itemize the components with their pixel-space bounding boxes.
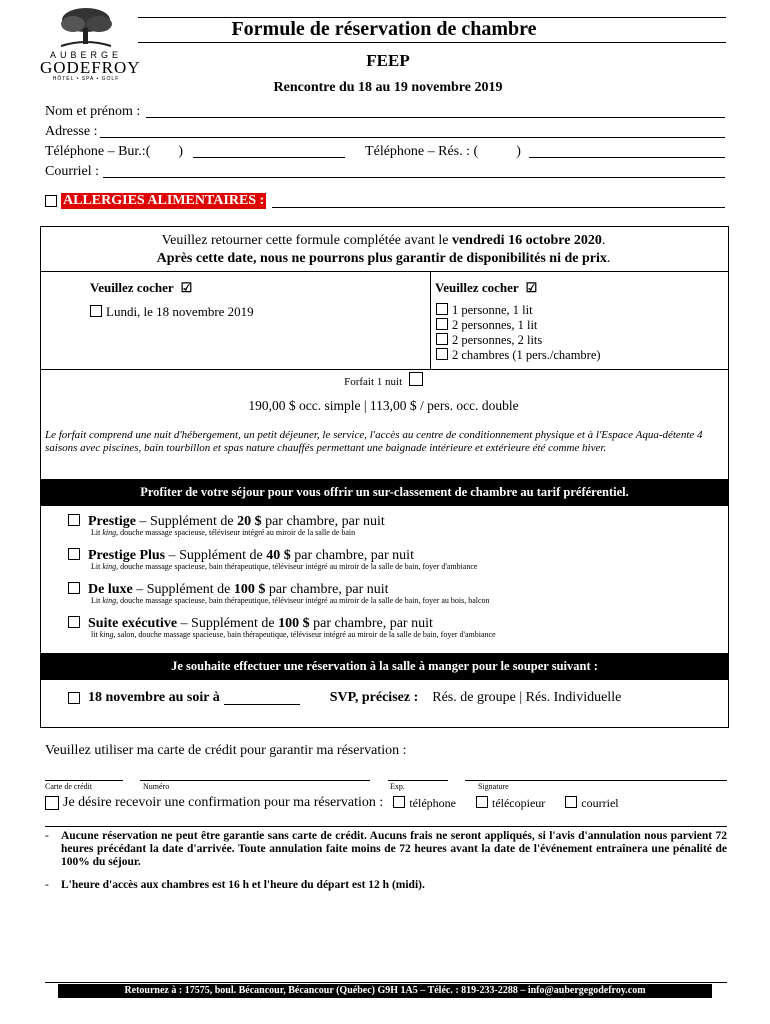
notice-deadline: vendredi 16 octobre 2020 xyxy=(451,233,602,248)
occupancy-checkbox[interactable] xyxy=(436,318,448,330)
term-bullet: - xyxy=(45,830,49,842)
terms-rule xyxy=(45,826,727,827)
address-field[interactable] xyxy=(45,124,725,140)
upgrade-name: De luxe xyxy=(88,582,133,597)
confirm-row xyxy=(45,795,735,811)
dining-row xyxy=(68,690,718,706)
logo-line3: HÔTEL • SPA • GOLF xyxy=(52,76,120,82)
occupancy-checkbox[interactable] xyxy=(436,333,448,345)
card-label-type: Carte de crédit xyxy=(45,782,93,791)
date-option[interactable] xyxy=(90,304,254,320)
dining-checkbox[interactable] xyxy=(68,692,80,704)
name-line[interactable] xyxy=(146,104,725,118)
name-field[interactable] xyxy=(45,104,725,120)
card-line-type[interactable] xyxy=(45,780,123,781)
rule-notice xyxy=(40,271,729,272)
upgrade-amount: 100 $ xyxy=(278,616,310,631)
occupancy-header-label: Veuillez cocher xyxy=(435,280,519,295)
term-bullet: - xyxy=(45,879,49,891)
confirm-text: Je désire recevoir une confirmation pour ma réservation : xyxy=(63,795,384,810)
logo-line1: AUBERGE xyxy=(49,50,122,60)
tel-res-close: ) xyxy=(516,144,521,159)
dining-choice[interactable]: Rés. de groupe | Rés. Individuelle xyxy=(432,690,622,705)
date-checkbox[interactable] xyxy=(90,305,102,317)
card-line-exp[interactable] xyxy=(388,780,448,781)
occupancy-label: 2 personnes, 2 lits xyxy=(452,333,543,347)
phone-checkbox[interactable] xyxy=(393,796,405,808)
upgrade-post: par chambre, par nuit xyxy=(265,582,389,597)
upgrade-item[interactable] xyxy=(68,616,718,650)
card-label-signature: Signature xyxy=(478,782,509,791)
desc-a: lit xyxy=(91,630,100,639)
upgrade-item[interactable] xyxy=(68,548,718,582)
occupancy-option[interactable] xyxy=(436,303,601,318)
email-label: Courriel : xyxy=(45,164,100,179)
term-text: Aucune réservation ne peut être garantie sans carte de crédit. Aucuns frais ne seront appliqués, si l'avis d'annulation nous parvient 72 heures précédant la date d'arrivée. Toute annulation faite moins de 72 heures avant la date de l'événement entraînera une pénalité de 100% du séjour. xyxy=(61,830,727,868)
package-label: Forfait 1 nuit xyxy=(344,376,403,388)
phone-label: téléphone xyxy=(409,795,456,810)
upgrade-checkbox[interactable] xyxy=(68,582,80,594)
occupancy-option[interactable] xyxy=(436,318,601,333)
desc-i: king xyxy=(102,562,117,571)
desc-b: , douche massage spacieuse, bain thérapeutique, téléviseur intégré au miroir de la salle de bain, foyer au bois, balcon xyxy=(116,596,490,605)
dates-header xyxy=(90,280,192,296)
allergies-field[interactable] xyxy=(45,193,725,209)
tel-bur-label: Téléphone – Bur.:( xyxy=(45,144,151,159)
dining-specify: SVP, précisez : xyxy=(329,690,419,705)
notice-period: . xyxy=(601,233,606,248)
rule-options xyxy=(40,369,729,370)
footer-text: Retournez à : 17575, boul. Bécancour, Bécancour (Québec) G9H 1A5 – Téléc. : 819-233-2288 – info@aubergegodefroy.com xyxy=(124,985,646,996)
event-title: Rencontre du 18 au 19 novembre 2019 xyxy=(273,80,503,95)
confirm-option-email[interactable] xyxy=(565,796,618,811)
address-label: Adresse : xyxy=(45,124,98,139)
occupancy-label: 2 personnes, 1 lit xyxy=(452,318,538,332)
tel-bur-close: ) xyxy=(178,144,184,159)
name-label: Nom et prénom : xyxy=(45,104,141,119)
upgrade-name: Suite exécutive xyxy=(88,616,178,631)
upgrade-list xyxy=(68,514,718,650)
tel-res-line[interactable] xyxy=(529,144,725,158)
upgrade-desc xyxy=(91,528,718,537)
upgrade-post: par chambre, par nuit xyxy=(261,514,385,529)
occupancy-option[interactable] xyxy=(436,333,601,348)
occupancy-checkbox[interactable] xyxy=(436,348,448,360)
org-name: FEEP xyxy=(366,51,410,70)
desc-b: , douche massage spacieuse, bain thérapeutique, téléviseur intégré au miroir de la salle de bain, foyer d'ambiance xyxy=(116,562,478,571)
dining-time-line[interactable] xyxy=(224,692,300,705)
footer-rule xyxy=(45,982,727,983)
phone-fields xyxy=(45,144,725,160)
card-label-exp: Exp. xyxy=(390,782,405,791)
desc-i: king xyxy=(99,630,114,639)
email-label: courriel xyxy=(581,795,619,810)
card-line-number[interactable] xyxy=(140,780,370,781)
dining-bar: Je souhaite effectuer une réservation à la salle à manger pour le souper suivant : xyxy=(40,653,729,680)
upgrade-pre: – Supplément de xyxy=(177,616,279,631)
confirm-checkbox[interactable] xyxy=(45,796,59,810)
desc-i: king xyxy=(102,596,117,605)
notice-line2 xyxy=(40,250,727,268)
card-label-number: Numéro xyxy=(143,782,170,791)
dates-check-icon: ☑ xyxy=(180,280,193,295)
package-description: Le forfait comprend une nuit d'hébergement, un petit déjeuner, le service, l'accès au centre de conditionnement physique et à l'Espace Aqua-détente 4 saisons avec piscines, bain tourbillon et spas nature chauffés permettant une baignade intérieure et extérieure été comme hiver. xyxy=(45,429,703,454)
upgrade-checkbox[interactable] xyxy=(68,514,80,526)
term-item xyxy=(45,879,727,892)
fax-label: télécopieur xyxy=(491,795,546,810)
page-title: Formule de réservation de chambre xyxy=(231,18,537,40)
occupancy-option[interactable] xyxy=(436,348,601,363)
occupancy-label: 2 chambres (1 pers./chambre) xyxy=(452,348,601,362)
notice-line1 xyxy=(40,232,727,250)
upgrade-amount: 20 $ xyxy=(237,514,262,529)
dining-option: 18 novembre au soir à xyxy=(88,690,220,705)
upgrade-bar: Profiter de votre séjour pour vous offrir un sur-classement de chambre au tarif préférentiel. xyxy=(40,479,729,506)
notice-period2: . xyxy=(606,251,611,266)
fax-checkbox[interactable] xyxy=(476,796,488,808)
upgrade-pre: – Supplément de xyxy=(135,514,238,529)
package-option[interactable] xyxy=(40,372,727,388)
upgrade-name: Prestige Plus xyxy=(88,548,166,563)
tel-bur-line[interactable] xyxy=(193,144,345,158)
occupancy-list xyxy=(436,303,601,363)
desc-a: Lit xyxy=(91,596,103,605)
email-checkbox[interactable] xyxy=(565,796,577,808)
dates-header-label: Veuillez cocher xyxy=(90,280,174,295)
desc-a: Lit xyxy=(91,528,103,537)
footer xyxy=(58,984,712,998)
upgrade-pre: – Supplément de xyxy=(132,582,234,597)
allergies-label: ALLERGIES ALIMENTAIRES : xyxy=(63,193,265,208)
occupancy-header xyxy=(435,280,537,296)
upgrade-checkbox[interactable] xyxy=(68,616,80,628)
rule-column xyxy=(430,271,431,369)
upgrade-name: Prestige xyxy=(88,514,136,529)
notice-warning: Après cette date, nous ne pourrons plus garantir de disponibilités ni de prix xyxy=(156,251,607,266)
email-field[interactable] xyxy=(45,164,725,180)
package-checkbox[interactable] xyxy=(409,372,423,386)
term-item xyxy=(45,830,727,869)
desc-a: Lit xyxy=(91,562,103,571)
term-text: L'heure d'accès aux chambres est 16 h et l'heure du départ est 12 h (midi). xyxy=(61,879,425,891)
upgrade-desc xyxy=(91,562,718,571)
desc-b: , douche massage spacieuse, téléviseur intégré au miroir de la salle de bain xyxy=(116,528,356,537)
desc-b: , salon, douche massage spacieuse, bain thérapeutique, téléviseur intégré au miroir de la salle de bain, foyer d'ambiance xyxy=(113,630,496,639)
upgrade-checkbox[interactable] xyxy=(68,548,80,560)
notice-text: Veuillez retourner cette formule complétée avant le xyxy=(161,233,452,248)
email-line[interactable] xyxy=(103,164,725,178)
upgrade-amount: 40 $ xyxy=(266,548,291,563)
occupancy-checkbox[interactable] xyxy=(436,303,448,315)
notice xyxy=(40,232,727,268)
upgrade-amount: 100 $ xyxy=(233,582,266,597)
tel-res-label: Téléphone – Rés. : ( xyxy=(365,144,479,159)
desc-i: king xyxy=(102,528,117,537)
confirm-option-phone[interactable] xyxy=(393,796,456,811)
package-price: 190,00 $ occ. simple | 113,00 $ / pers. occ. double xyxy=(248,398,519,413)
confirm-option-fax[interactable] xyxy=(476,796,545,811)
occupancy-check-icon: ☑ xyxy=(525,280,538,295)
occupancy-label: 1 personne, 1 lit xyxy=(452,303,533,317)
card-intro: Veuillez utiliser ma carte de crédit pour garantir ma réservation : xyxy=(45,743,407,758)
allergies-checkbox[interactable] xyxy=(45,195,57,207)
upgrade-pre: – Supplément de xyxy=(165,548,267,563)
upgrade-post: par chambre, par nuit xyxy=(309,616,433,631)
upgrade-item[interactable] xyxy=(68,582,718,616)
terms-list xyxy=(45,830,727,892)
address-line[interactable] xyxy=(100,124,726,138)
logo-line2: GODEFROY xyxy=(40,58,141,77)
header-rule-bottom xyxy=(138,42,726,43)
allergies-line[interactable] xyxy=(272,194,725,208)
tree-icon xyxy=(51,6,121,50)
date-option-label: Lundi, le 18 novembre 2019 xyxy=(106,304,254,319)
upgrade-post: par chambre, par nuit xyxy=(290,548,414,563)
upgrade-item[interactable] xyxy=(68,514,718,548)
upgrade-desc xyxy=(91,596,718,605)
logo xyxy=(40,6,141,94)
upgrade-desc xyxy=(91,630,718,639)
card-line-signature[interactable] xyxy=(465,780,727,781)
